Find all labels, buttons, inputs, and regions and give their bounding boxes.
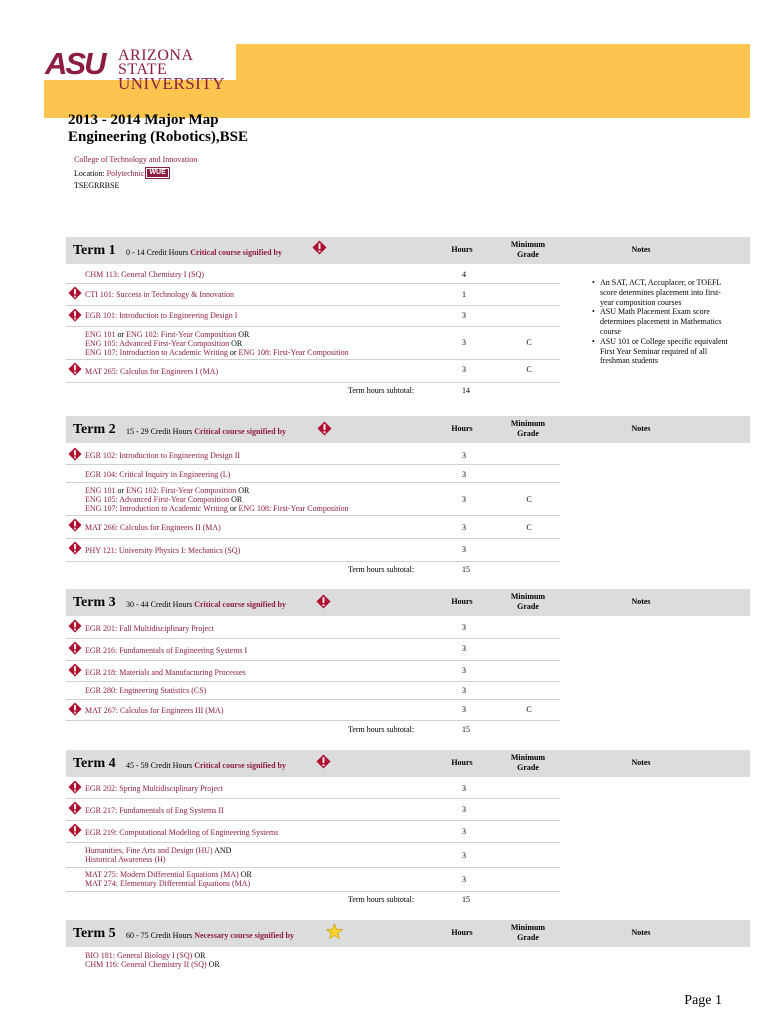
term1-header — [66, 237, 750, 264]
course-grade: C — [526, 705, 532, 714]
logo-line2: UNIVERSITY — [118, 74, 225, 93]
course-link[interactable]: ENG 101 — [85, 330, 116, 339]
term-credits: 30 - 44 Credit Hours — [126, 600, 193, 609]
eng-options — [85, 486, 349, 513]
connector: OR — [236, 330, 250, 339]
term2-header — [66, 416, 750, 443]
star-icon — [326, 923, 343, 940]
min-grade-header: Minimum Grade — [510, 923, 546, 942]
term-credits: 45 - 59 Credit Hours — [126, 761, 193, 770]
course-link[interactable]: ENG 108: First-Year Composition — [238, 504, 349, 513]
program-code: TSEGRRBSE — [74, 181, 120, 190]
course-hours: 3 — [462, 875, 466, 884]
table-row — [66, 618, 560, 639]
subtotal-label: Term hours subtotal: — [348, 725, 415, 734]
term-credit-info — [126, 931, 294, 940]
course-link[interactable]: MAT 265: Calculus for Engineers I (MA) — [85, 367, 219, 376]
term5-header — [66, 920, 750, 947]
critical-icon — [312, 240, 327, 255]
notes-header: Notes — [631, 245, 651, 254]
hours-header: Hours — [451, 245, 473, 254]
course-hours: 3 — [462, 644, 466, 653]
table-row — [66, 843, 560, 868]
course-link[interactable]: EGR 102: Introduction to Engineering Design II — [85, 451, 241, 460]
connector: OR — [192, 951, 206, 960]
min-grade-header: Minimum Grade — [510, 753, 546, 772]
note-item: • An SAT, ACT, Accuplacer, or TOEFL score determines placement into first-year composition courses — [592, 278, 732, 307]
course-link[interactable]: Historical Awareness (H) — [85, 855, 166, 864]
connector: or — [115, 330, 127, 339]
logo-line1: ARIZONA STATE — [118, 47, 193, 78]
science-option — [85, 951, 220, 969]
course-link[interactable]: MAT 274: Elementary Differential Equations (MA) — [85, 879, 251, 888]
eng-options — [85, 330, 349, 357]
course-link[interactable]: CHM 116: General Chemistry II (SQ) — [85, 960, 207, 969]
table-row — [66, 949, 560, 973]
table-row — [66, 778, 560, 799]
wue-badge[interactable]: WUE — [146, 168, 168, 178]
course-link[interactable]: ENG 108: First-Year Composition — [238, 348, 349, 357]
course-link[interactable]: MAT 266: Calculus for Engineers II (MA) — [85, 523, 221, 532]
title-year: 2013 - 2014 Major Map — [68, 112, 219, 128]
connector: OR — [236, 486, 250, 495]
note-item: • ASU 101 or College specific equivalent First Year Seminar required of all freshman students — [592, 337, 732, 366]
critical-icon — [68, 619, 82, 633]
course-link[interactable]: EGR 101: Introduction to Engineering Design I — [85, 311, 238, 320]
course-link[interactable]: EGR 280: Engineering Statistics (CS) — [85, 686, 207, 695]
critical-icon — [68, 641, 82, 655]
subtotal-value: 15 — [462, 725, 470, 734]
term-title: Term 3 — [73, 595, 116, 610]
subtotal-value: 14 — [462, 386, 470, 395]
course-link[interactable]: ENG 107: Introduction to Academic Writing — [85, 348, 228, 357]
term-credits: 0 - 14 Credit Hours — [126, 248, 189, 257]
connector: or — [227, 348, 239, 357]
table-row — [66, 327, 560, 360]
term-title: Term 4 — [73, 756, 116, 771]
critical-icon — [68, 541, 82, 555]
course-hours: 1 — [462, 290, 466, 299]
course-link[interactable]: PHY 121: University Physics I: Mechanics (SQ) — [85, 546, 241, 555]
course-grade: C — [526, 338, 532, 347]
course-link[interactable]: ENG 105: Advanced First-Year Composition — [85, 339, 230, 348]
critical-icon — [68, 362, 82, 376]
course-link[interactable]: ENG 105: Advanced First-Year Composition — [85, 495, 230, 504]
term-title: Term 5 — [73, 926, 116, 941]
course-hours: 3 — [462, 784, 466, 793]
hours-header: Hours — [451, 758, 473, 767]
table-row — [66, 682, 560, 700]
critical-icon — [68, 780, 82, 794]
hours-header: Hours — [451, 597, 473, 606]
course-hours: 3 — [462, 851, 466, 860]
course-link[interactable]: ENG 101 — [85, 486, 116, 495]
course-hours: 3 — [462, 545, 466, 554]
course-link[interactable]: ENG 107: Introduction to Academic Writing — [85, 504, 228, 513]
college-link[interactable]: College of Technology and Innovation — [74, 155, 198, 164]
table-row — [66, 539, 560, 562]
notes-header: Notes — [631, 928, 651, 937]
course-grade: C — [526, 495, 532, 504]
necessary-legend: Necessary course signified by — [194, 931, 294, 940]
title-major: Engineering (Robotics),BSE — [68, 129, 249, 145]
critical-legend: Critical course signified by — [190, 248, 282, 257]
course-link[interactable]: ENG 102: First-Year Composition — [126, 486, 237, 495]
critical-legend: Critical course signified by — [194, 761, 286, 770]
course-hours: 3 — [462, 805, 466, 814]
course-hours: 3 — [462, 686, 466, 695]
critical-icon — [68, 801, 82, 815]
term-credits: 15 - 29 Credit Hours — [126, 427, 193, 436]
term-credits: 60 - 75 Credit Hours — [126, 931, 193, 940]
table-row — [66, 821, 560, 843]
asu-logo — [44, 44, 236, 93]
subtotal-label: Term hours subtotal: — [348, 565, 415, 574]
connector: or — [227, 504, 239, 513]
subtotal-value: 15 — [462, 565, 470, 574]
connector: or — [115, 486, 127, 495]
notes-header: Notes — [631, 758, 651, 767]
course-link[interactable]: ENG 102: First-Year Composition — [126, 330, 237, 339]
critical-icon — [316, 594, 331, 609]
table-row — [66, 799, 560, 821]
course-link[interactable]: MAT 267: Calculus for Engineers III (MA) — [85, 706, 224, 715]
connector: OR — [229, 339, 243, 348]
page-number: Page 1 — [684, 993, 722, 1008]
location-line — [74, 168, 169, 178]
course-hours: 3 — [462, 495, 466, 504]
connector: OR — [206, 960, 220, 969]
course-link[interactable]: MAT 275: Modern Differential Equations (MA) — [85, 870, 239, 879]
table-row — [66, 516, 560, 539]
logo-mark: ASU — [45, 46, 105, 81]
course-link[interactable]: CTI 101: Success in Technology & Innovation — [85, 290, 235, 299]
location-label: Location: — [74, 169, 107, 178]
course-grade: C — [526, 365, 532, 374]
table-row — [66, 868, 560, 892]
course-hours: 3 — [462, 311, 466, 320]
subtotal-value: 15 — [462, 895, 470, 904]
min-grade-header: Minimum Grade — [510, 419, 546, 438]
table-row — [66, 445, 560, 465]
term1-notes — [592, 278, 732, 366]
course-hours: 3 — [462, 451, 466, 460]
course-grade: C — [526, 523, 532, 532]
critical-icon — [68, 518, 82, 532]
critical-icon — [68, 286, 82, 300]
table-row — [66, 483, 560, 516]
course-link[interactable]: EGR 219: Computational Modeling of Engineering Systems — [85, 828, 279, 837]
course-hours: 3 — [462, 827, 466, 836]
connector: AND — [212, 846, 232, 855]
course-hours: 3 — [462, 470, 466, 479]
course-hours: 3 — [462, 705, 466, 714]
hours-header: Hours — [451, 928, 473, 937]
table-row — [66, 306, 560, 327]
course-link[interactable]: EGR 216: Fundamentals of Engineering Systems I — [85, 646, 248, 655]
term-credit-info — [126, 761, 286, 770]
course-link[interactable]: EGR 202: Spring Multidisciplinary Project — [85, 784, 223, 793]
table-row — [66, 465, 560, 483]
critical-icon — [68, 702, 82, 716]
term-credit-info — [126, 600, 286, 609]
course-hours: 4 — [462, 270, 466, 279]
critical-legend: Critical course signified by — [194, 427, 286, 436]
note-item: • ASU Math Placement Exam score determines placement in Mathematics course — [592, 307, 732, 336]
term4-header — [66, 750, 750, 777]
table-row — [66, 284, 560, 306]
page-title — [68, 112, 248, 146]
table-row — [66, 639, 560, 661]
min-grade-header: Minimum Grade — [510, 592, 546, 611]
connector: OR — [238, 870, 252, 879]
term-credit-info — [126, 248, 282, 257]
subtotal-label: Term hours subtotal: — [348, 895, 415, 904]
course-link[interactable]: EGR 201: Fall Multidisciplinary Project — [85, 624, 214, 633]
course-link[interactable]: EGR 104: Critical Inquiry in Engineering (L) — [85, 470, 231, 479]
course-hours: 3 — [462, 365, 466, 374]
term-title: Term 1 — [73, 243, 116, 258]
critical-icon — [68, 447, 82, 461]
notes-header: Notes — [631, 424, 651, 433]
course-hours: 3 — [462, 523, 466, 532]
course-hours: 3 — [462, 623, 466, 632]
course-link[interactable]: Humanities, Fine Arts and Design (HU) — [85, 846, 213, 855]
term3-header — [66, 589, 750, 616]
course-link[interactable]: EGR 217: Fundamentals of Eng Systems II — [85, 806, 224, 815]
term-title: Term 2 — [73, 422, 116, 437]
critical-icon — [68, 663, 82, 677]
course-hours: 3 — [462, 338, 466, 347]
table-row — [66, 360, 560, 383]
term-credit-info — [126, 427, 286, 436]
course-link[interactable]: EGR 218: Materials and Manufacturing Processes — [85, 668, 246, 677]
logo-wordmark — [118, 49, 236, 91]
critical-icon — [68, 823, 82, 837]
table-row — [66, 700, 560, 721]
math-option — [85, 870, 252, 888]
critical-icon — [317, 421, 332, 436]
critical-legend: Critical course signified by — [194, 600, 286, 609]
hours-header: Hours — [451, 424, 473, 433]
location-link[interactable]: Polytechnic — [106, 169, 145, 178]
notes-header: Notes — [631, 597, 651, 606]
table-row — [66, 266, 560, 284]
course-hours: 3 — [462, 666, 466, 675]
subtotal-label: Term hours subtotal: — [348, 386, 415, 395]
critical-icon — [316, 754, 331, 769]
course-link[interactable]: CHM 113: General Chemistry I (SQ) — [85, 270, 205, 279]
gen-ed-option — [85, 846, 231, 864]
min-grade-header: Minimum Grade — [510, 240, 546, 259]
table-row — [66, 661, 560, 682]
critical-icon — [68, 308, 82, 322]
course-link[interactable]: BIO 181: General Biology I (SQ) — [85, 951, 193, 960]
connector: OR — [229, 495, 243, 504]
